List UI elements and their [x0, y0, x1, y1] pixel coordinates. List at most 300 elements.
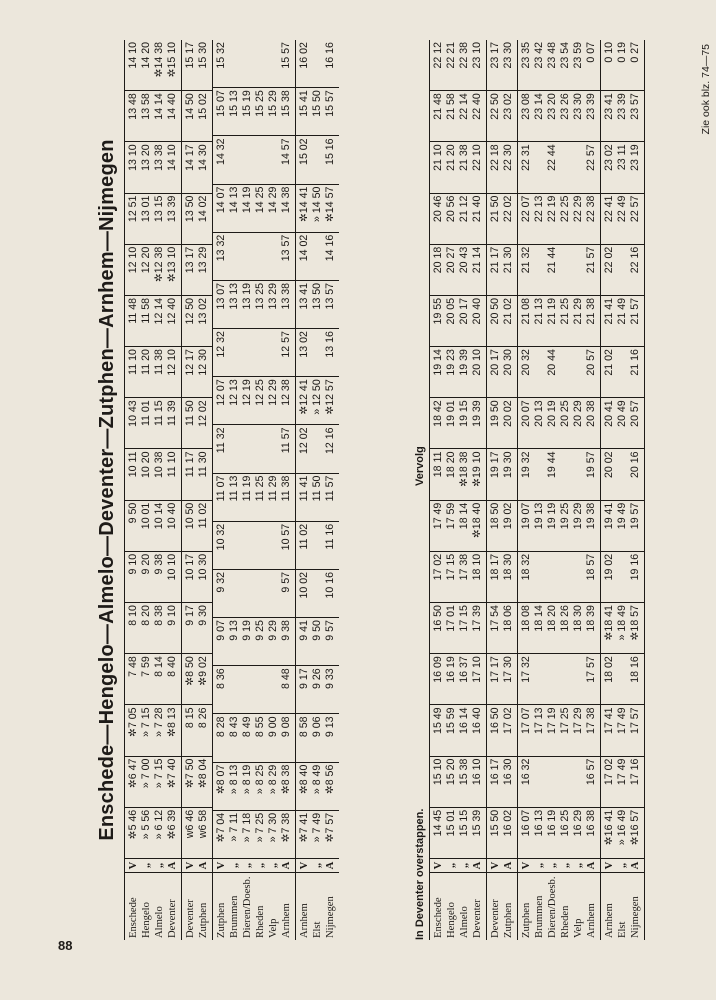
departure-time [311, 331, 324, 376]
arr-dep-mark: A [325, 861, 336, 870]
departure-time [533, 349, 546, 397]
train-column [125, 40, 181, 90]
train-column [487, 244, 517, 295]
departure-time [267, 427, 280, 472]
train-column [601, 346, 644, 397]
timetable-sheet [96, 40, 716, 940]
departure-time: 21 10 [432, 144, 444, 171]
train-columns [518, 40, 600, 858]
train-columns [601, 40, 644, 858]
departure-time: 21 29 [572, 297, 584, 325]
departure-time: 22 38 [458, 42, 470, 69]
departure-time: 16 40 [471, 707, 483, 734]
train-column [182, 40, 212, 90]
departure-time: 19 57 [585, 451, 597, 479]
departure-time: 14 29 [267, 186, 279, 214]
train-column [430, 449, 486, 500]
departure-time: 14 02 [197, 195, 209, 223]
departure-time: 18 26 [559, 605, 571, 632]
departure-time: 14 14 [153, 93, 165, 120]
departure-time: 16 50 [489, 707, 501, 734]
departure-time: 12 17 [184, 349, 196, 376]
departure-time [572, 656, 585, 704]
departure-time: 13 25 [254, 282, 266, 310]
departure-time: 13 15 [153, 195, 165, 223]
departure-time: 20 07 [520, 400, 532, 427]
departure-time: 17 54 [489, 605, 501, 632]
departure-time: 21 14 [471, 246, 483, 274]
train-column [601, 704, 644, 755]
departure-time: 13 10 [127, 144, 139, 171]
departure-time: » 8 13 [228, 764, 240, 795]
departure-time: 10 43 [127, 400, 139, 427]
departure-time: 16 37 [458, 656, 470, 683]
departure-time [546, 656, 559, 704]
departure-time: 9 10 [166, 605, 178, 626]
departure-time: 22 41 [603, 195, 615, 223]
departure-time: 10 30 [197, 553, 209, 581]
departure-time: 11 57 [280, 427, 292, 454]
station-group [430, 40, 487, 940]
departure-time: 17 30 [502, 656, 514, 683]
departure-time: 17 49 [616, 707, 628, 734]
departure-time: 22 57 [585, 144, 597, 171]
train-column [518, 602, 600, 653]
arr-dep-mark: „ [242, 862, 253, 869]
departure-time: ✲18 41 [603, 605, 615, 641]
departure-time [616, 554, 629, 602]
departure-time: 9 57 [324, 620, 336, 641]
departure-time: ✲8 04 [197, 758, 209, 789]
departure-time: 12 29 [267, 379, 279, 406]
station-name: Elst [617, 921, 628, 938]
departure-time [533, 247, 546, 295]
departure-time [241, 138, 254, 183]
departure-time: 17 38 [458, 553, 470, 581]
departure-time: 20 57 [585, 349, 597, 376]
station-name: Hengelo [446, 902, 457, 938]
departure-time: 9 20 [140, 553, 152, 575]
train-column [430, 653, 486, 704]
departure-time: 14 10 [166, 144, 178, 171]
departure-time: w6 58 [197, 809, 209, 839]
departure-time: 20 56 [445, 195, 457, 223]
departure-time: 18 17 [489, 553, 501, 581]
departure-time: 8 48 [280, 668, 292, 689]
train-column [182, 244, 212, 295]
departure-time: 13 32 [215, 234, 227, 262]
departure-time: » 18 49 [616, 605, 628, 641]
departure-time: w6 46 [184, 809, 196, 839]
departure-time: 16 19 [546, 809, 558, 837]
departure-time: 20 25 [559, 400, 571, 427]
train-column [430, 346, 486, 397]
departure-time [533, 144, 546, 192]
departure-time: 8 10 [127, 605, 139, 626]
departure-time: 9 08 [280, 716, 292, 738]
departure-time: 19 32 [520, 451, 532, 479]
arr-dep-marks [487, 858, 517, 872]
train-column [518, 449, 600, 500]
departure-time: 16 13 [533, 809, 545, 837]
departure-time: 18 02 [603, 656, 615, 683]
train-column [213, 280, 295, 328]
departure-time: 18 30 [502, 553, 514, 581]
train-column [182, 141, 212, 192]
arr-dep-mark: A [503, 861, 514, 870]
departure-time: 17 15 [445, 553, 457, 581]
departure-time: 9 50 [127, 502, 139, 524]
departure-time: 18 20 [445, 451, 457, 479]
train-column [430, 141, 486, 192]
departure-time [572, 349, 585, 397]
departure-time: 14 13 [228, 186, 240, 214]
train-column [125, 551, 181, 602]
departure-time: 11 30 [197, 451, 209, 478]
departure-time: 13 38 [280, 282, 292, 310]
train-column [601, 90, 644, 141]
departure-time: 23 02 [502, 93, 514, 120]
train-columns [125, 40, 181, 858]
departure-time: » 7 00 [140, 758, 152, 789]
train-column [213, 135, 295, 183]
departure-time: 20 05 [445, 297, 457, 325]
train-column [601, 551, 644, 602]
departure-time: 15 50 [489, 809, 501, 837]
departure-time: 11 25 [254, 475, 266, 502]
departure-time: 10 38 [153, 451, 165, 479]
departure-time: 21 38 [458, 144, 470, 171]
departure-time: 20 44 [546, 349, 558, 376]
arr-dep-mark: „ [446, 862, 457, 869]
station-name: Brummen [534, 895, 545, 938]
departure-time: 11 01 [140, 400, 152, 427]
departure-time: 15 25 [254, 90, 266, 117]
departure-time: 15 57 [324, 90, 336, 117]
arr-dep-marks [430, 858, 486, 872]
arr-dep-mark: A [586, 861, 597, 870]
station-name: Arnhem [604, 903, 615, 938]
footnote: Zie ook blz. 74—75 [700, 44, 712, 135]
train-column [296, 810, 339, 858]
departure-time: 22 57 [629, 195, 641, 223]
departure-time: 13 57 [280, 234, 292, 262]
departure-time: 8 14 [153, 656, 165, 677]
departure-time [241, 42, 254, 87]
departure-time: 15 19 [241, 90, 253, 117]
departure-time: ✲18 38 [458, 451, 470, 487]
departure-time: 16 16 [324, 42, 336, 69]
page-number: 88 [58, 938, 73, 953]
departure-time: 18 08 [520, 605, 532, 632]
departure-time: 17 41 [603, 707, 615, 734]
train-column [213, 40, 295, 87]
timetable-bottom [429, 40, 645, 940]
departure-time [241, 235, 254, 280]
departure-time: 16 10 [471, 758, 483, 786]
departure-time: 21 02 [502, 297, 514, 325]
departure-time: 12 02 [298, 427, 310, 454]
departure-time: ✲16 41 [603, 809, 615, 846]
departure-time: 11 58 [140, 297, 152, 324]
train-column [487, 90, 517, 141]
arr-dep-marks [125, 858, 181, 872]
train-column [430, 500, 486, 551]
departure-time: 15 57 [280, 42, 292, 69]
departure-time: 22 16 [629, 246, 641, 274]
departure-time [559, 759, 572, 807]
station-name: Almelo [154, 906, 165, 938]
departure-time: 20 38 [585, 400, 597, 427]
train-column [518, 90, 600, 141]
train-column [487, 295, 517, 346]
departure-time [559, 144, 572, 192]
departure-time: ✲14 38 [153, 42, 165, 78]
departure-time [267, 524, 280, 569]
departure-time: » 6 12 [153, 809, 165, 840]
arr-dep-mark: V [185, 861, 196, 870]
train-column [182, 295, 212, 346]
departure-time: 19 38 [585, 502, 597, 530]
departure-time: 19 41 [603, 502, 615, 530]
departure-time: 11 13 [228, 475, 240, 502]
departure-time [254, 138, 267, 183]
departure-time: 23 08 [520, 93, 532, 120]
train-column [182, 449, 212, 500]
departure-time: 17 07 [520, 707, 532, 734]
train-column [518, 346, 600, 397]
vervolg-label: Vervolg [414, 446, 426, 486]
station-name: Hengelo [141, 902, 152, 938]
departure-time: 14 30 [197, 144, 209, 171]
train-columns [182, 40, 212, 858]
train-column [518, 397, 600, 448]
departure-time: » 7 28 [153, 707, 165, 737]
station-name: Enschede [433, 897, 444, 938]
departure-time: ✲18 40 [471, 502, 483, 539]
departure-time [267, 138, 280, 183]
train-column [125, 449, 181, 500]
departure-time: 12 30 [197, 349, 209, 376]
station-name: Almelo [459, 906, 470, 938]
train-column [601, 449, 644, 500]
departure-time: 13 38 [153, 144, 165, 171]
arr-dep-mark: V [299, 861, 310, 870]
train-column [182, 193, 212, 244]
departure-time: » 7 25 [254, 812, 266, 843]
train-column [601, 397, 644, 448]
train-column [182, 551, 212, 602]
station-name: Zutphen [521, 902, 532, 938]
train-column [125, 244, 181, 295]
departure-time: 19 25 [559, 502, 571, 530]
departure-time: 17 49 [432, 502, 444, 530]
departure-time: 8 36 [215, 668, 227, 689]
departure-time [533, 452, 546, 500]
departure-time: 23 39 [585, 93, 597, 120]
arr-dep-marks [518, 858, 600, 872]
departure-time: 18 30 [572, 605, 584, 632]
departure-time [311, 427, 324, 472]
station-name: Deventer [490, 899, 501, 938]
departure-time: 22 49 [616, 195, 628, 223]
departure-time: 12 25 [254, 379, 266, 406]
arr-dep-mark: A [281, 861, 292, 870]
station-group [601, 40, 644, 940]
train-column [487, 756, 517, 807]
departure-time: 23 59 [572, 42, 584, 69]
departure-time [228, 331, 241, 376]
station-name: Deventer [472, 899, 483, 938]
departure-time: 17 32 [520, 656, 532, 683]
train-column [213, 232, 295, 280]
departure-time: 22 38 [585, 195, 597, 223]
departure-time: 11 39 [166, 400, 178, 427]
departure-time: 14 16 [324, 234, 336, 262]
train-column [518, 244, 600, 295]
arr-dep-mark: „ [141, 862, 152, 869]
train-column [601, 602, 644, 653]
station-name: Zutphen [216, 902, 227, 938]
station-names [296, 872, 339, 940]
departure-time: 14 19 [241, 186, 253, 214]
train-column [125, 653, 181, 704]
departure-time: 11 10 [166, 451, 178, 478]
departure-time: 14 32 [215, 138, 227, 165]
arr-dep-marks [213, 858, 295, 872]
train-column [296, 40, 339, 87]
departure-time: 15 49 [432, 707, 444, 734]
station-name: Deventer [167, 899, 178, 938]
departure-time: 20 27 [445, 246, 457, 274]
departure-time: 9 32 [215, 571, 227, 593]
arr-dep-marks [296, 858, 339, 872]
departure-time: 15 20 [445, 758, 457, 786]
station-names [518, 872, 600, 940]
station-names [601, 872, 644, 940]
train-column [487, 193, 517, 244]
departure-time [228, 524, 241, 569]
departure-time: 11 02 [197, 502, 209, 529]
train-column [182, 346, 212, 397]
departure-time: 8 15 [184, 707, 196, 729]
departure-time [559, 349, 572, 397]
departure-time: ✲13 10 [166, 246, 178, 283]
departure-time: ✲12 38 [153, 246, 165, 283]
train-column [125, 397, 181, 448]
train-column [182, 756, 212, 807]
station-name: Nijmegen [325, 896, 336, 938]
departure-time [311, 138, 324, 183]
departure-time: 15 30 [197, 42, 209, 69]
departure-time: ✲12 57 [324, 379, 336, 415]
train-columns [487, 40, 517, 858]
departure-time [572, 554, 585, 602]
departure-time: 11 20 [140, 349, 152, 375]
departure-time: 13 02 [197, 297, 209, 325]
arr-dep-mark: „ [573, 862, 584, 869]
departure-time [228, 668, 241, 713]
departure-time: 23 42 [533, 42, 545, 69]
arr-dep-mark: „ [459, 862, 470, 869]
departure-time: 9 26 [311, 668, 323, 689]
train-column [430, 193, 486, 244]
departure-time: 13 16 [324, 331, 336, 358]
train-column [296, 184, 339, 232]
departure-time: 9 25 [254, 620, 266, 641]
departure-time: » 7 30 [267, 812, 279, 843]
station-group [518, 40, 601, 940]
departure-time: 16 02 [298, 42, 310, 69]
departure-time [254, 235, 267, 280]
departure-time: 18 20 [546, 605, 558, 632]
departure-time: 11 48 [127, 297, 139, 324]
departure-time: 12 51 [127, 195, 139, 223]
departure-time [228, 138, 241, 183]
departure-time: 20 32 [520, 349, 532, 376]
station-name: Arnhem [299, 903, 310, 938]
departure-time: 14 02 [298, 234, 310, 262]
train-column [296, 762, 339, 810]
departure-time [311, 572, 324, 617]
departure-time [267, 572, 280, 617]
station-name: Zutphen [198, 902, 209, 938]
departure-time: 11 38 [280, 475, 292, 502]
departure-time: 10 40 [166, 502, 178, 530]
departure-time [241, 524, 254, 569]
arr-dep-mark: V [490, 861, 501, 870]
departure-time: 17 16 [629, 758, 641, 786]
departure-time: 8 58 [298, 716, 310, 738]
departure-time: 21 30 [502, 246, 514, 274]
departure-time: 17 02 [502, 707, 514, 734]
train-column [518, 704, 600, 755]
departure-time: 20 50 [489, 297, 501, 325]
train-column [213, 762, 295, 810]
departure-time: 16 14 [458, 707, 470, 734]
departure-time: 10 50 [184, 502, 196, 530]
departure-time: ✲7 05 [127, 707, 139, 737]
train-column [125, 602, 181, 653]
departure-time: 21 41 [603, 297, 615, 325]
departure-time: 8 38 [153, 605, 165, 626]
departure-time: 12 57 [280, 331, 292, 358]
timetable-title: Enschede—Hengelo—Almelo—Deventer—Zutphen—Arnhem—Nijmegen [96, 139, 118, 841]
departure-time: ✲14 57 [324, 186, 336, 222]
departure-time: 20 41 [603, 400, 615, 427]
train-column [430, 602, 486, 653]
departure-time: 10 16 [324, 571, 336, 599]
departure-time: 12 38 [280, 379, 292, 406]
departure-time: 15 01 [445, 809, 457, 837]
departure-time: 16 09 [432, 656, 444, 683]
departure-time: 8 43 [228, 716, 240, 738]
departure-time: 20 17 [458, 297, 470, 325]
departure-time: 17 29 [572, 707, 584, 734]
station-group [213, 40, 296, 940]
departure-time: » 7 15 [153, 758, 165, 789]
departure-time: 22 21 [445, 42, 457, 69]
train-column [213, 521, 295, 569]
departure-time: ✲18 57 [629, 605, 641, 641]
departure-time: » 7 11 [228, 812, 240, 842]
train-column [296, 280, 339, 328]
departure-time: 14 57 [280, 138, 292, 165]
departure-time: 17 02 [432, 553, 444, 581]
departure-time: 22 02 [502, 195, 514, 223]
departure-time [254, 42, 267, 87]
train-column [601, 295, 644, 346]
